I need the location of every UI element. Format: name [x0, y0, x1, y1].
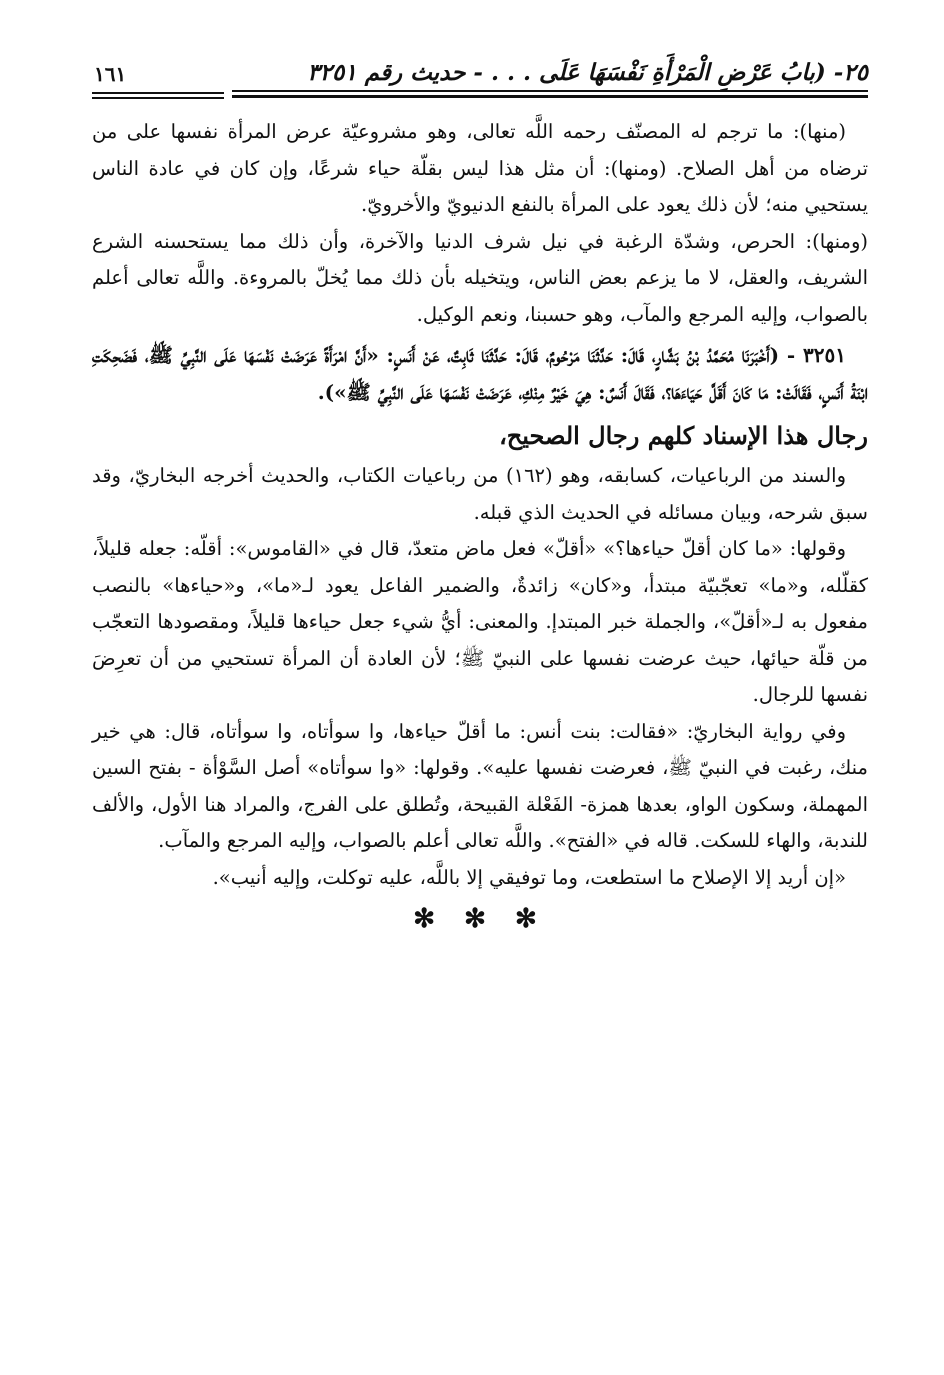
header-rule [92, 88, 868, 102]
end-mark [92, 904, 868, 934]
paragraph-benefit-1: (منها): ما ترجم له المصنّف رحمه اللَّه تعالى، وهو مشروعيّة عرض المرأة نفسها على من ترضاه من أهل الصلاح. (ومنها): أن مثل هذا ليس بقلّة حياء شرعًا، وإن كان في عادة الناس يستحيي منه؛ لأن ذلك يعود على المرأة بالنفع الدنيويّ والأخرويّ. [92, 120, 868, 216]
paragraph-explanation: وقولها: «ما كان أقلّ حياءها؟» «أقلّ» فعل ماض متعدّ، قال في «القاموس»: أقلّه: جعله قليلاً، كقلّله، و«ما» تعجّبيّة مبتدأ، و«كان» زائدةٌ، والضمير الفاعل يعود لـ«ما»، و«حياءها» بالنصب مفعول به لـ«أقلّ»، والجملة خبر المبتدإ. والمعنى: أيُّ شيء جعل حياءها قليلاً، ومقصودها التعجّب من قلّة حيائها، حيث عرضت نفسها على النبيّ ﷺ؛ لأن العادة أن المرأة تستحيي من أن تعرِضَ نفسها للرجال. [92, 537, 868, 706]
section-heading: رجال هذا الإسناد كلهم رجال الصحيح، [499, 421, 868, 450]
paragraph-benefit-2: (ومنها): الحرص، وشدّة الرغبة في نيل شرف الدنيا والآخرة، وأن ذلك مما يستحسنه الشرع الشريف، والعقل، لا ما يزعم بعض الناس، ويتخيله بأن ذلك مما يُخلّ بالمروءة. واللَّه تعالى أعلم بالصواب، وإليه المرجع والمآب، وهو حسبنا، ونعم الوكيل. [92, 229, 868, 326]
paragraph-isnad: والسند من الرباعيات، كسابقه، وهو (١٦٢) من رباعيات الكتاب، والحديث أخرجه البخاريّ، وقد سبق شرحه، وبيان مسائله في الحديث الذي قبله. [92, 464, 868, 524]
running-title: ٢٥- (بابُ عَرْضِ الْمَرْأَةِ نَفْسَهَا عَلَى . . . - حديث رقم ٣٢٥١ [307, 59, 868, 86]
hadith-text: ٣٢٥١ - (أَخْبَرَنَا مُحَمَّدُ بْنُ بَشَّارٍ، قَالَ: حَدَّثَنَا مَرْحُومٌ، قَالَ: حَدَّثَنَا ثَابِتٌ، عَنْ أَنَسٍ: «أَنَّ امْرَأَةً عَرَضَتْ نَفْسَهَا عَلَى النَّبِيِّ ﷺ، فَضَحِكَتِ ابْنَةُ أَنَسٍ، فَقَالَتْ: مَا كَانَ أَقَلَّ حَيَاءَهَا؟، فَقَالَ أَنَسٌ: هِيَ خَيْرٌ مِنْكِ، عَرَضَتْ نَفْسَهَا عَلَى النَّبِيِّ ﷺ»). [92, 343, 868, 404]
book-page [92, 52, 868, 934]
paragraph-closing-verse: «إن أريد إلا الإصلاح ما استطعت، وما توفيقي إلا باللَّه، عليه توكلت، وإليه أنيب». [212, 865, 846, 889]
paragraph-bukhari-narration: وفي رواية البخاريّ: «فقالت: بنت أنس: ما أقلّ حياءها، وا سوأتاه، وا سوأتاه، قال: هي خير منك، رغبت في النبيّ ﷺ، فعرضت نفسها عليه». وقولها: «وا سوأتاه» أصل السَّوْأة - بفتح السين المهملة، وسكون الواو، بعدها همزة- الفَعْلة القبيحة، وتُطلق على الفرج، والمراد هنا الأول، والألف للندبة، والهاء للسكت. قاله في «الفتح». واللَّه تعالى أعلم بالصواب، وإليه المرجع والمآب. [92, 719, 868, 852]
asterisk-ornament-icon: ✻ ✻ ✻ [413, 904, 547, 934]
page-body [92, 114, 868, 934]
page-number: ١٦١ [94, 62, 127, 86]
page-header [92, 52, 868, 86]
